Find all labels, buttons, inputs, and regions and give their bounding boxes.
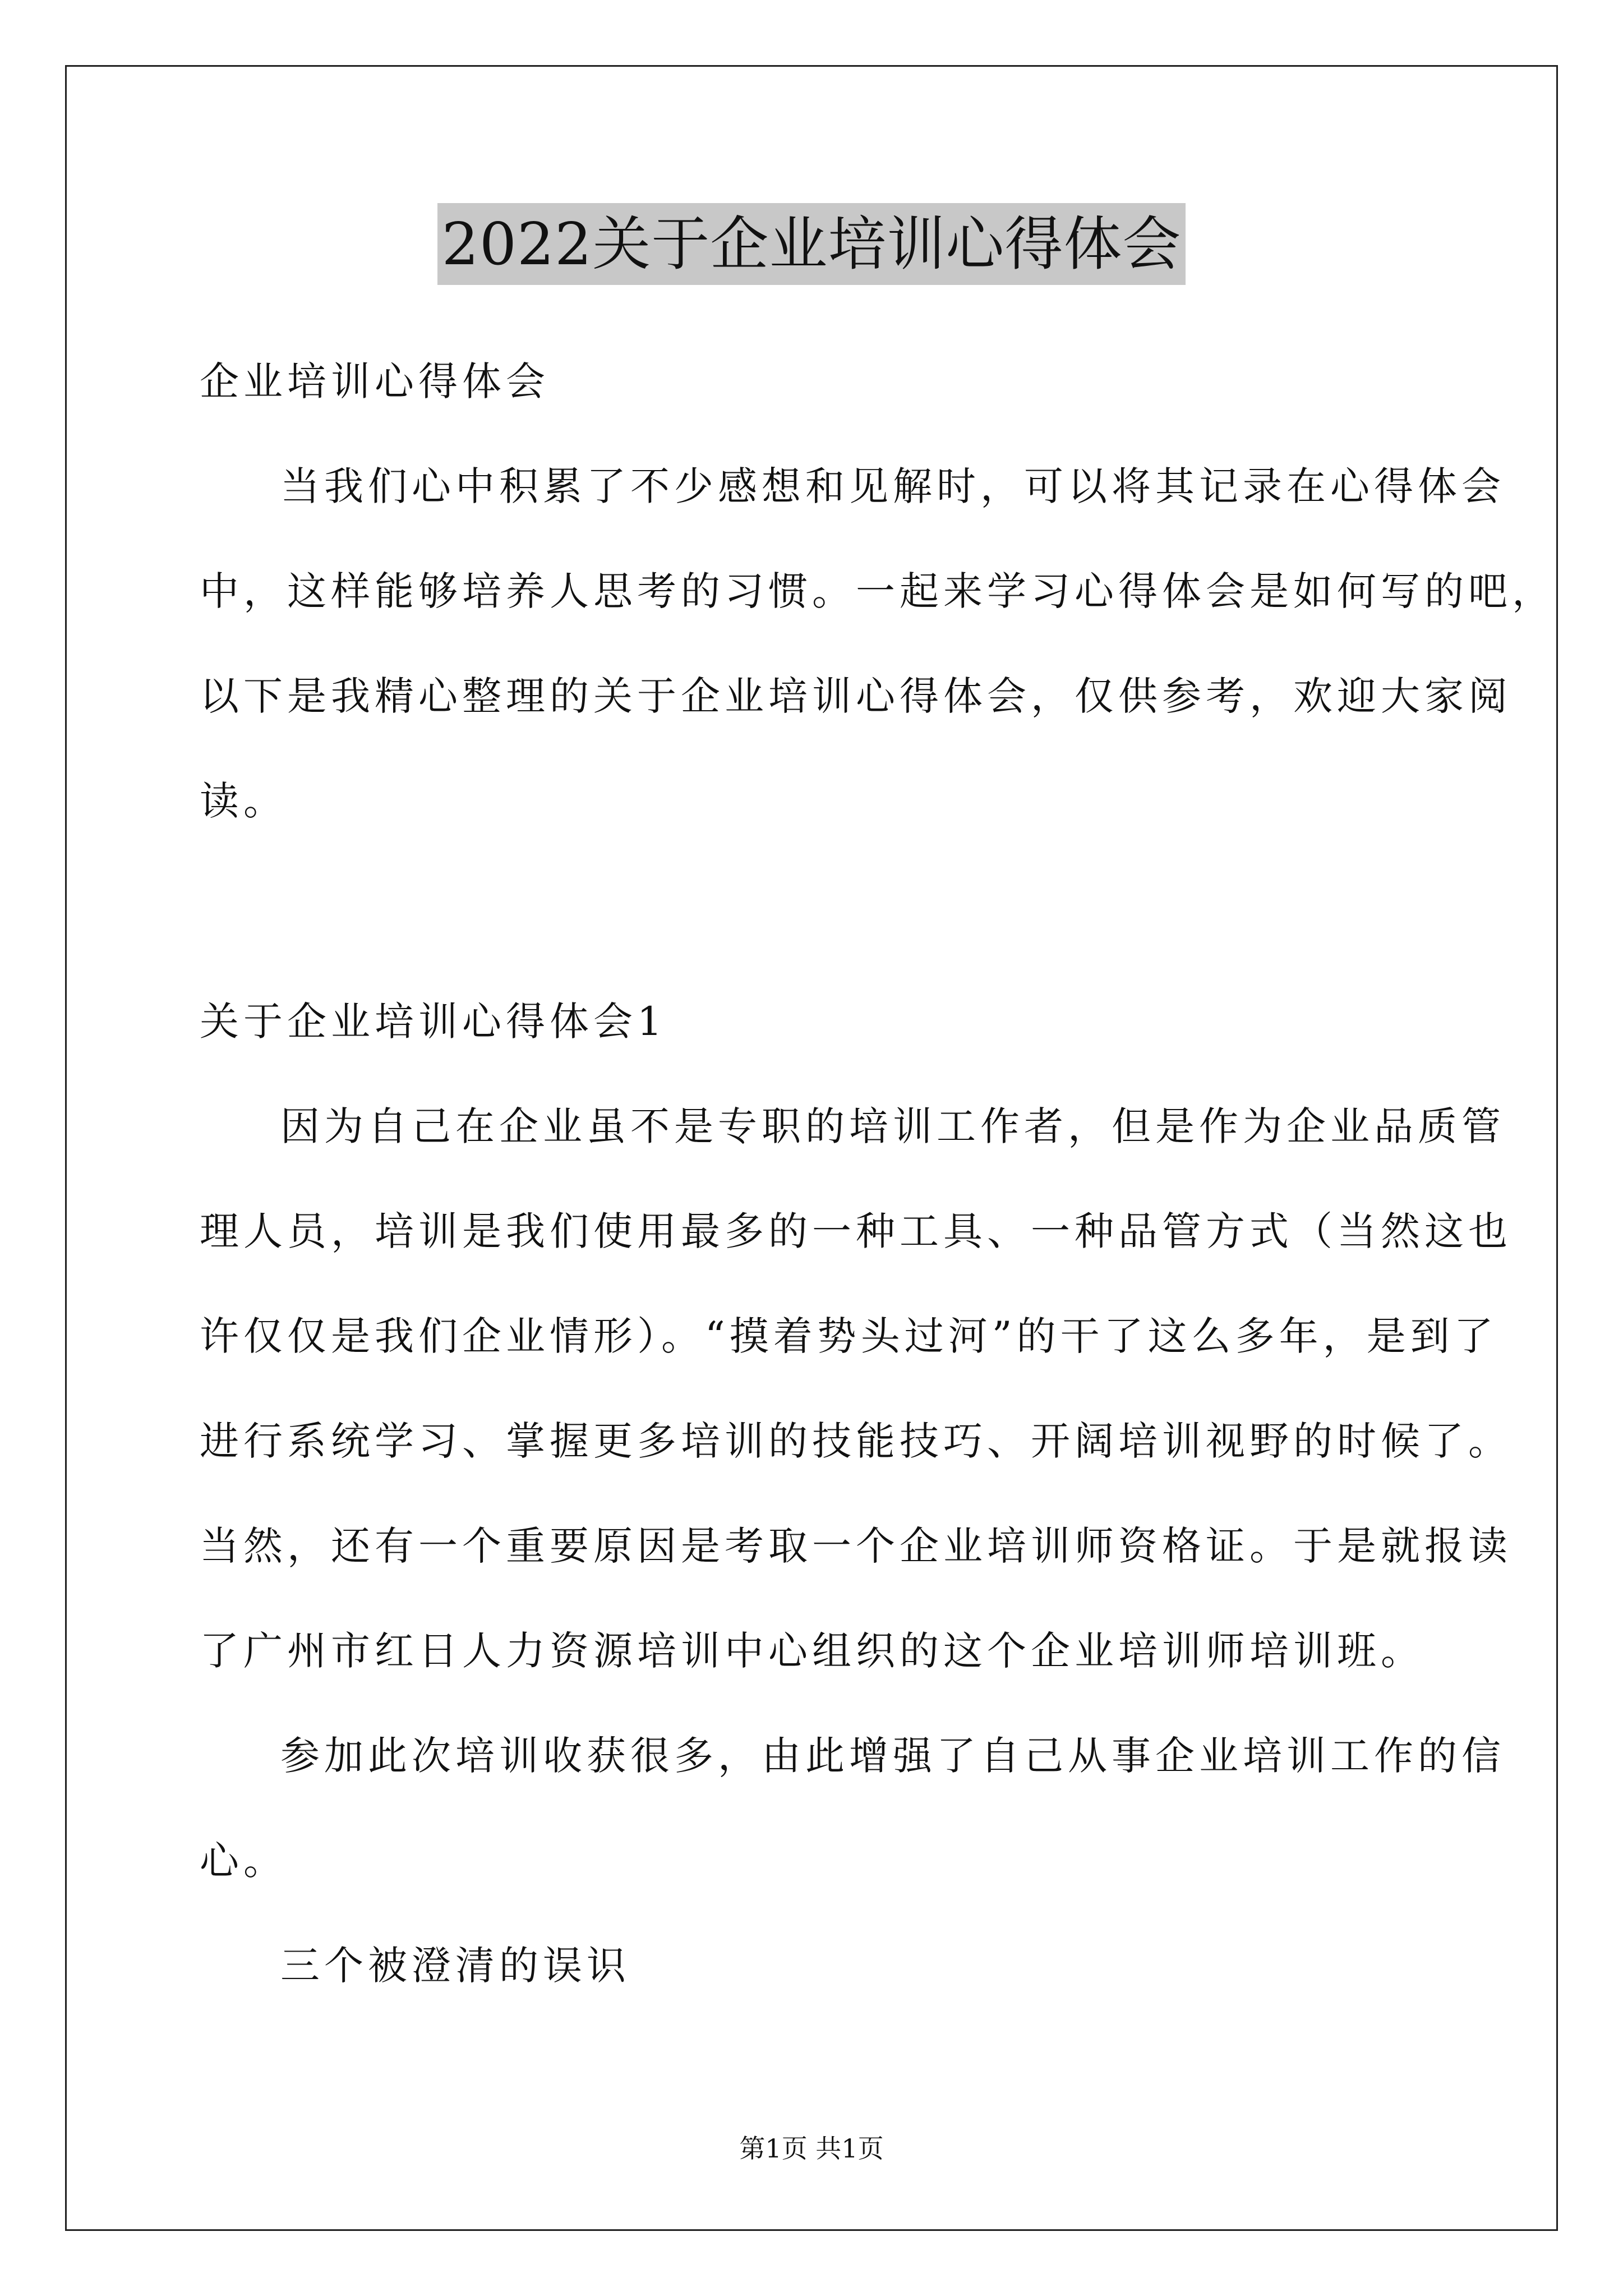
section-heading: 关于企业培训心得体会1 (200, 999, 667, 1045)
body-line-3: 许仅仅是我们企业情形）。“摸着势头过河”的干了这么多年，是到了 (200, 1313, 1498, 1359)
intro-line-3: 以下是我精心整理的关于企业培训心得体会，仅供参考，欢迎大家阅 (200, 673, 1512, 719)
body-p2-line-1: 参加此次培训收获很多，由此增强了自己从事企业培训工作的信 (280, 1733, 1505, 1779)
intro-line-4: 读。 (200, 778, 287, 824)
body-line-1: 因为自己在企业虽不是专职的培训工作者，但是作为企业品质管 (280, 1103, 1505, 1149)
body-line-6: 了广州市红日人力资源培训中心组织的这个企业培训师培训班。 (200, 1628, 1424, 1674)
page-footer: 第1页 共1页 (739, 2133, 884, 2164)
subheading: 三个被澄清的误识 (280, 1943, 630, 1989)
body-line-2: 理人员，培训是我们使用最多的一种工具、一种品管方式（当然这也 (200, 1208, 1512, 1254)
body-line-4: 进行系统学习、掌握更多培训的技能技巧、开阔培训视野的时候了。 (200, 1418, 1512, 1464)
intro-line-1: 当我们心中积累了不少感想和见解时，可以将其记录在心得体会 (280, 463, 1505, 509)
intro-line-2: 中，这样能够培养人思考的习惯。一起来学习心得体会是如何写的吧， (200, 568, 1556, 614)
body-p2-line-2: 心。 (200, 1838, 287, 1884)
title-container (0, 203, 1623, 285)
document-title: 2022关于企业培训心得体会 (437, 203, 1186, 285)
body-line-5: 当然，还有一个重要原因是考取一个企业培训师资格证。于是就报读 (200, 1523, 1512, 1569)
document-subtitle: 企业培训心得体会 (200, 358, 550, 404)
